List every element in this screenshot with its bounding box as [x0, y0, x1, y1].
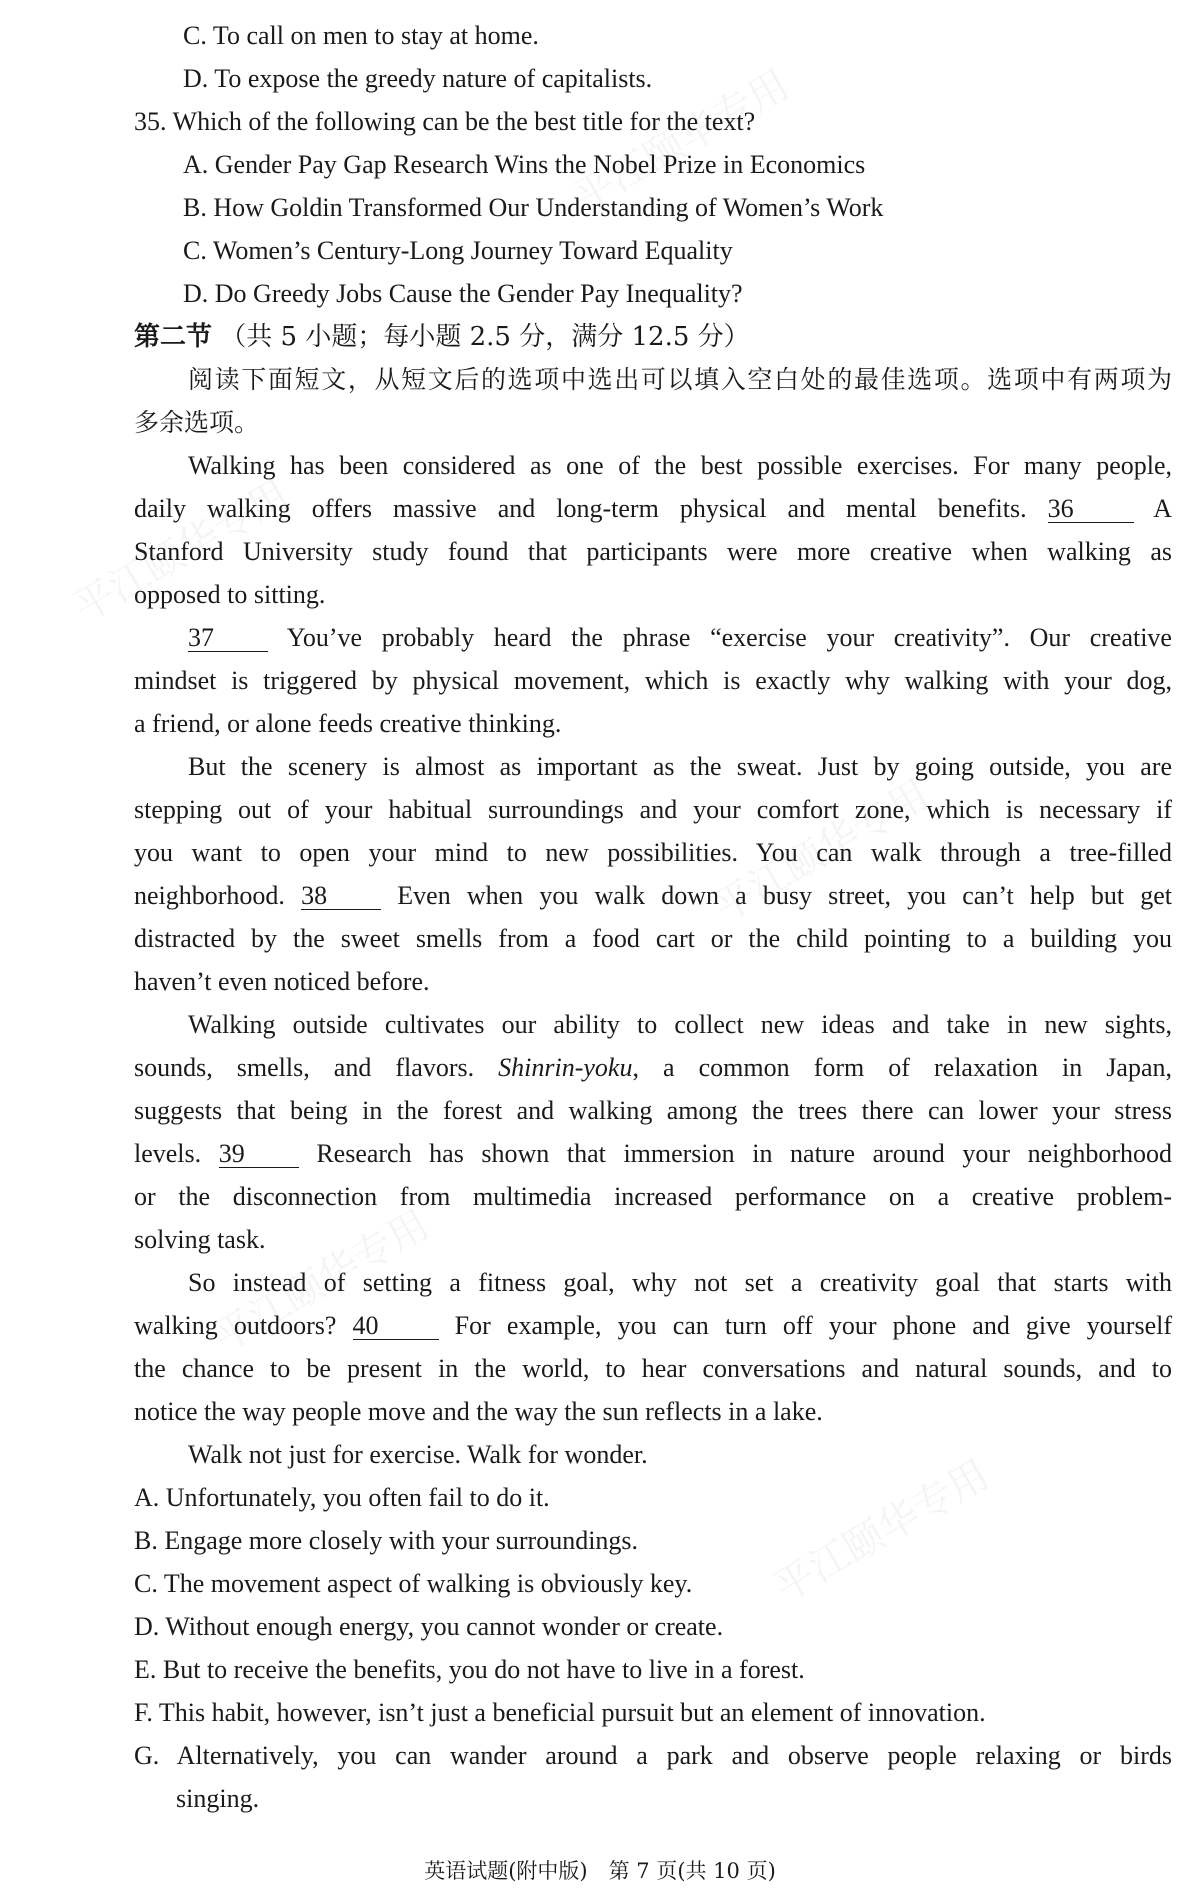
passage-line [134, 1139, 1172, 1169]
passage-text: levels. [134, 1139, 202, 1168]
passage-line: mindset is triggered by physical movement, which is exactly why walking with your dog, [134, 666, 1172, 695]
q35-option-b: B. How Goldin Transformed Our Understanding of Women’s Work [183, 193, 884, 222]
passage-line [134, 881, 1172, 911]
passage-line: Walk not just for exercise. Walk for wonder. [188, 1440, 648, 1469]
passage-line [134, 1053, 1172, 1083]
q34-option-d: D. To expose the greedy nature of capitalists. [183, 64, 653, 93]
passage-text: A [1153, 494, 1172, 523]
passage-line: notice the way people move and the way the sun reflects in a lake. [134, 1397, 823, 1426]
section-info: （共 5 小题；每小题 2.5 分，满分 12.5 分） [220, 322, 750, 352]
passage-line [188, 623, 1172, 653]
passage-line: haven’t even noticed before. [134, 967, 430, 996]
passage-line: the chance to be present in the world, to hear conversations and natural sounds, and to [134, 1354, 1172, 1383]
section-header [134, 322, 750, 352]
passage-line: solving task. [134, 1225, 266, 1254]
passage-line: or the disconnection from multimedia increased performance on a creative problem- [134, 1182, 1172, 1211]
option-c: C. The movement aspect of walking is obviously key. [134, 1569, 693, 1598]
q35-stem: 35. Which of the following can be the best title for the text? [134, 107, 756, 136]
passage-line: So instead of setting a fitness goal, why not set a creativity goal that starts with [188, 1268, 1172, 1297]
watermark [762, 1444, 998, 1613]
passage-line: Walking outside cultivates our ability to collect new ideas and take in new sights, [188, 1010, 1172, 1039]
option-f: F. This habit, however, isn’t just a beneficial pursuit but an element of innovation. [134, 1698, 986, 1727]
q34-option-c: C. To call on men to stay at home. [183, 21, 539, 50]
option-e: E. But to receive the benefits, you do not have to live in a forest. [134, 1655, 805, 1684]
option-d: D. Without enough energy, you cannot wonder or create. [134, 1612, 724, 1641]
passage-line: Stanford University study found that participants were more creative when walking as [134, 537, 1172, 566]
page-footer: 英语试题(附中版) 第 7 页(共 10 页) [424, 1859, 776, 1883]
option-b: B. Engage more closely with your surroundings. [134, 1526, 639, 1555]
q35-option-c: C. Women’s Century-Long Journey Toward Equality [183, 236, 733, 265]
passage-text: sounds, smells, and flavors. [134, 1053, 475, 1082]
passage-line [134, 1311, 1172, 1341]
passage-line: Walking has been considered as one of the best possible exercises. For many people, [188, 451, 1172, 480]
section-title: 第二节 [134, 322, 213, 352]
instructions-line-1: 阅读下面短文，从短文后的选项中选出可以填入空白处的最佳选项。选项中有两项为 [188, 365, 1172, 394]
blank-39: 39 [219, 1141, 299, 1168]
blank-40: 40 [353, 1313, 439, 1340]
passage-text: Research has shown that immersion in nature around your neighborhood [316, 1139, 1172, 1168]
q35-option-d: D. Do Greedy Jobs Cause the Gender Pay Inequality? [183, 279, 743, 308]
option-g-continued: singing. [176, 1784, 260, 1813]
passage-line: But the scenery is almost as important as the sweat. Just by going outside, you are [188, 752, 1172, 781]
passage-text: daily walking offers massive and long-term physical and mental benefits. [134, 494, 1027, 523]
passage-text: walking outdoors? [134, 1311, 337, 1340]
q35-option-a: A. Gender Pay Gap Research Wins the Nobel Prize in Economics [183, 150, 866, 179]
passage-line: stepping out of your habitual surroundings and your comfort zone, which is necessary if [134, 795, 1172, 824]
passage-line: you want to open your mind to new possibilities. You can walk through a tree-filled [134, 838, 1172, 867]
passage-italic-term: Shinrin-yoku, a common form of relaxation in Japan, [498, 1053, 1172, 1082]
passage-line: distracted by the sweet smells from a food cart or the child pointing to a building you [134, 924, 1172, 953]
passage-text: For example, you can turn off your phone and give yourself [454, 1311, 1173, 1340]
blank-37: 37 [188, 625, 268, 652]
passage-line: suggests that being in the forest and walking among the trees there can lower your stress [134, 1096, 1172, 1125]
option-g: G. Alternatively, you can wander around a park and observe people relaxing or birds [134, 1741, 1172, 1770]
passage-line [134, 494, 1172, 524]
option-a: A. Unfortunately, you often fail to do it. [134, 1483, 550, 1512]
passage-line: opposed to sitting. [134, 580, 326, 609]
blank-38: 38 [301, 883, 381, 910]
passage-text: You’ve probably heard the phrase “exercise your creativity”. Our creative [286, 623, 1172, 652]
instructions-line-2: 多余选项。 [134, 408, 260, 437]
blank-36: 36 [1048, 496, 1134, 523]
passage-text: neighborhood. [134, 881, 285, 910]
passage-line: a friend, or alone feeds creative thinking. [134, 709, 562, 738]
passage-text: Even when you walk down a busy street, you can’t help but get [397, 881, 1173, 910]
